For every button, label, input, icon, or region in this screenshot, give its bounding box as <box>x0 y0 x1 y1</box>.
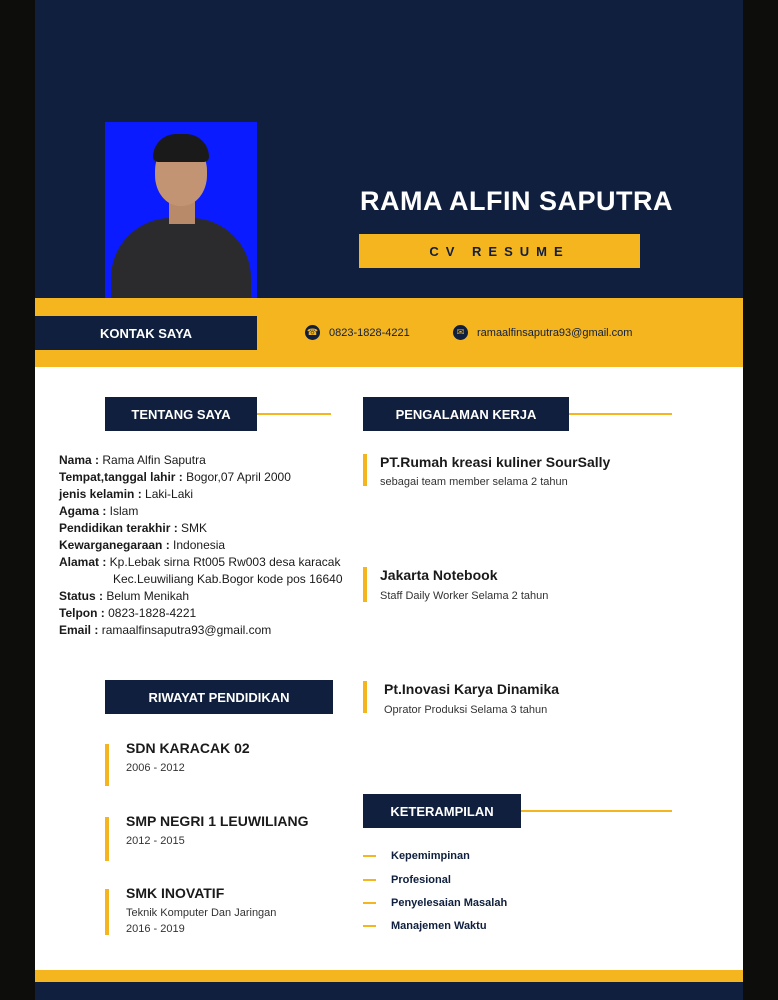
subtitle-banner <box>359 234 640 268</box>
skill-item <box>363 920 487 932</box>
about-heading-text: TENTANG SAYA <box>131 406 231 422</box>
about-heading <box>105 397 257 431</box>
experience-heading-line <box>569 413 672 415</box>
about-row-email: Email : ramaalfinsaputra93@gmail.com <box>59 623 272 637</box>
experience-item-desc: Oprator Produksi Selama 3 tahun <box>384 704 548 716</box>
education-heading <box>105 680 333 714</box>
experience-item-desc: Staff Daily Worker Selama 2 tahun <box>380 590 549 602</box>
education-heading-text: RIWAYAT PENDIDIKAN <box>148 689 290 705</box>
education-item-bar <box>105 889 109 935</box>
experience-item-bar <box>363 454 367 486</box>
email-icon: ✉ <box>453 325 468 340</box>
education-item-title: SMK INOVATIF <box>126 885 225 901</box>
experience-item-bar <box>363 681 367 713</box>
resume-page <box>35 0 743 1000</box>
skill-item <box>363 874 451 886</box>
skill-dash <box>363 855 376 857</box>
education-item-title: SDN KARACAK 02 <box>126 740 250 756</box>
contact-heading <box>35 316 257 350</box>
contact-email <box>453 325 632 340</box>
education-item-title: SMP NEGRI 1 LEUWILIANG <box>126 813 309 829</box>
footer-accent-band <box>35 970 743 982</box>
about-row-phone: Telpon : 0823-1828-4221 <box>59 606 197 620</box>
experience-item-bar <box>363 567 367 602</box>
about-row-birth: Tempat,tanggal lahir : Bogor,07 April 2000 <box>59 470 291 484</box>
subtitle-text: CV RESUME <box>429 243 570 259</box>
footer-band <box>35 982 743 1000</box>
skill-label: Penyelesaian Masalah <box>391 897 508 909</box>
experience-item-title: Jakarta Notebook <box>380 567 498 583</box>
skill-item <box>363 850 470 862</box>
resume-name: RAMA ALFIN SAPUTRA <box>360 186 673 216</box>
about-row-citizenship: Kewarganegaraan : Indonesia <box>59 538 226 552</box>
about-row-name: Nama : Rama Alfin Saputra <box>59 453 206 467</box>
about-row-religion: Agama : Islam <box>59 504 139 518</box>
skill-dash <box>363 902 376 904</box>
about-row-address: Alamat : Kp.Lebak sirna Rt005 Rw003 desa karacak <box>59 555 341 569</box>
about-address-continued: Kec.Leuwiliang Kab.Bogor kode pos 16640 <box>113 572 343 586</box>
about-heading-line <box>257 413 331 415</box>
profile-photo <box>105 122 257 298</box>
education-item-major: Teknik Komputer Dan Jaringan <box>126 907 277 919</box>
skill-label: Kepemimpinan <box>391 850 470 862</box>
photo-body <box>111 218 251 298</box>
skill-label: Profesional <box>391 874 451 886</box>
skills-heading-text: KETERAMPILAN <box>390 803 494 819</box>
education-item-years: 2006 - 2012 <box>126 762 185 774</box>
experience-item-title: PT.Rumah kreasi kuliner SourSally <box>380 454 611 470</box>
photo-hair <box>153 134 209 162</box>
skill-dash <box>363 925 376 927</box>
experience-heading-text: PENGALAMAN KERJA <box>395 406 537 422</box>
skill-item <box>363 897 507 909</box>
about-row-status: Status : Belum Menikah <box>59 589 190 603</box>
phone-text: 0823-1828-4221 <box>329 326 410 339</box>
contact-heading-text: KONTAK SAYA <box>100 325 192 341</box>
skill-label: Manajemen Waktu <box>391 920 487 932</box>
phone-icon: ☎ <box>305 325 320 340</box>
about-row-gender: jenis kelamin : Laki-Laki <box>59 487 194 501</box>
contact-phone <box>305 325 410 340</box>
education-item-bar <box>105 744 109 786</box>
about-row-education: Pendidikan terakhir : SMK <box>59 521 208 535</box>
education-item-years: 2012 - 2015 <box>126 835 185 847</box>
skill-dash <box>363 879 376 881</box>
about-details <box>59 452 389 639</box>
email-text: ramaalfinsaputra93@gmail.com <box>477 326 633 339</box>
education-item-years: 2016 - 2019 <box>126 923 185 935</box>
skills-heading-line <box>521 810 672 812</box>
experience-item-desc: sebagai team member selama 2 tahun <box>380 476 568 488</box>
education-item-bar <box>105 817 109 861</box>
experience-item-title: Pt.Inovasi Karya Dinamika <box>384 681 560 697</box>
skills-heading <box>363 794 521 828</box>
experience-heading <box>363 397 569 431</box>
